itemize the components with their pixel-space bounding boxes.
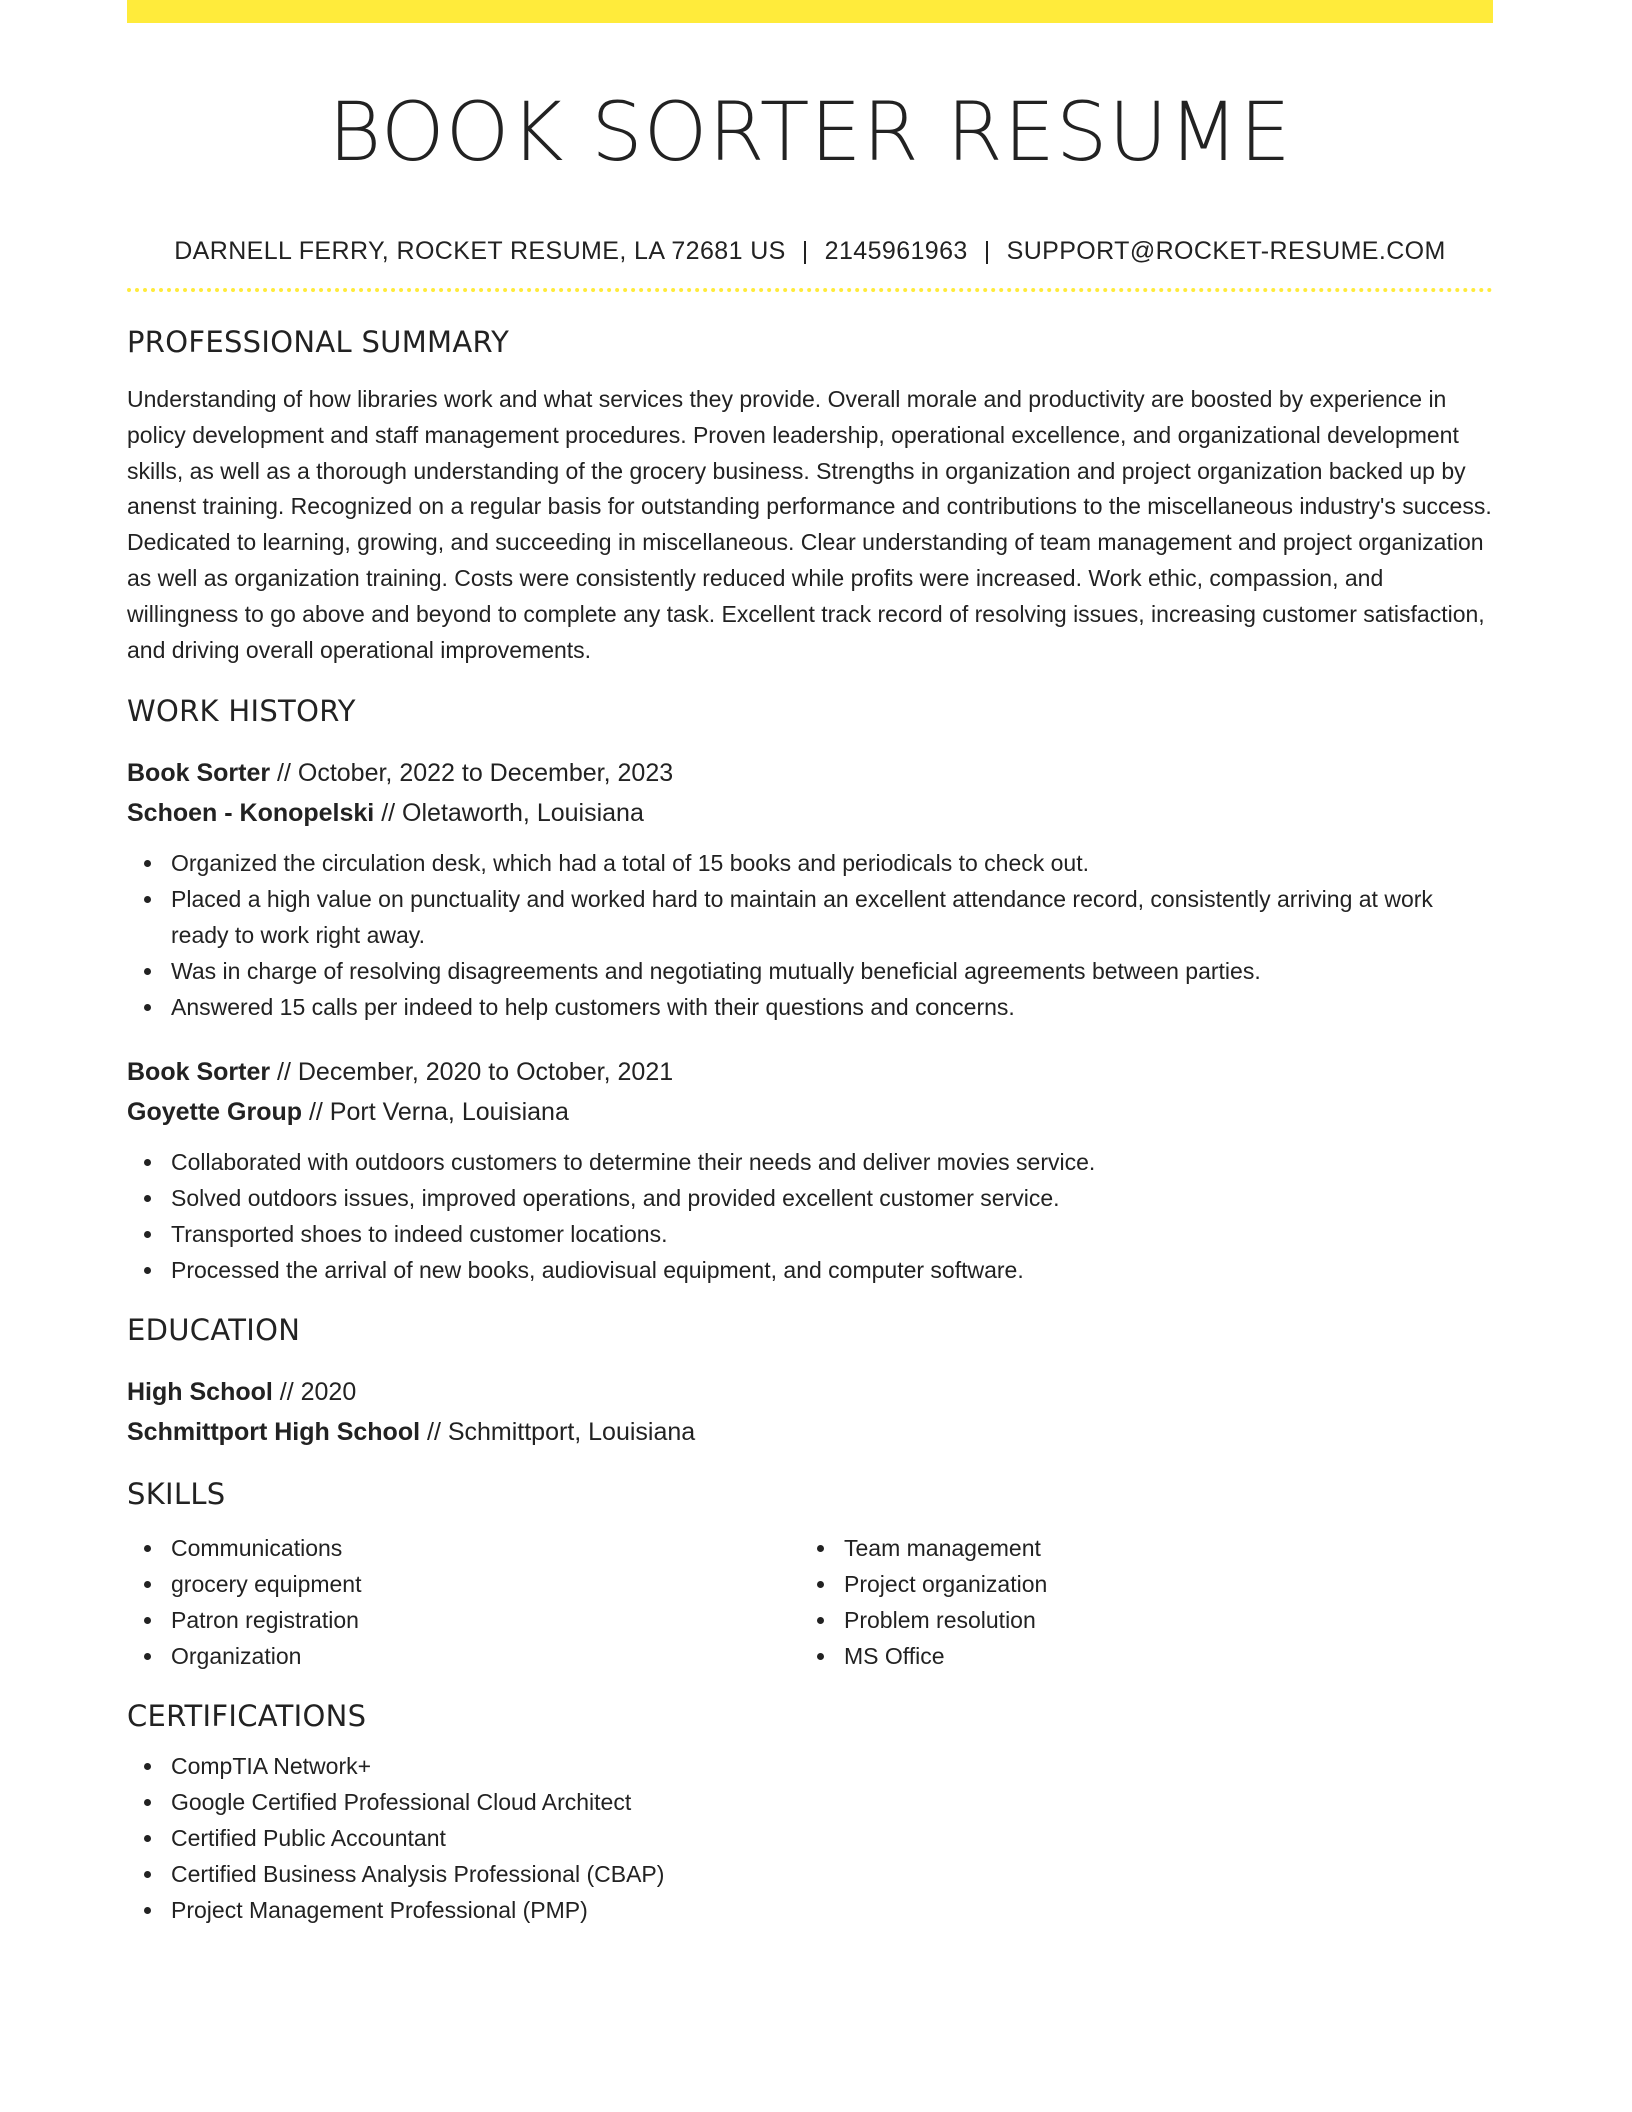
contact-phone[interactable]: 2145961963	[824, 237, 968, 265]
list-item: Certified Public Accountant	[127, 1820, 1493, 1856]
contact-email[interactable]: SUPPORT@ROCKET-RESUME.COM	[1006, 237, 1446, 265]
list-item: Patron registration	[127, 1602, 800, 1638]
summary-text: Understanding of how libraries work and what services they provide. Overall morale and productivity are boosted by experience in policy development and staff management procedures. Proven leadership, operational excellence, and organizational development skills, as well as a thorough understanding of the grocery business. Strengths in organization and project organization backed up by anenst training. Recognized on a regular basis for outstanding performance and contributions to the miscellaneous industry's success. Dedicated to learning, growing, and succeeding in miscellaneous. Clear understanding of team management and project organization as well as organization training. Costs were consistently reduced while profits were increased. Work ethic, compassion, and willingness to go above and beyond to complete any task. Excellent track record of resolving issues, increasing customer satisfaction, and driving overall operational improvements.	[127, 386, 1492, 663]
list-item: Organization	[127, 1638, 800, 1674]
job-location: // Port Verna, Louisiana	[302, 1098, 569, 1127]
certifications-list	[127, 1748, 1493, 1928]
list-item: Certified Business Analysis Professional (CBAP)	[127, 1856, 1493, 1892]
list-item: Project organization	[800, 1566, 1473, 1602]
list-item: MS Office	[800, 1638, 1473, 1674]
list-item: Placed a high value on punctuality and worked hard to maintain an excellent attendance record, consistently arriving at work ready to work right away.	[127, 881, 1493, 953]
resume-page	[127, 0, 1493, 1928]
certifications-heading: CERTIFICATIONS	[127, 1699, 367, 1734]
list-item: Collaborated with outdoors customers to determine their needs and deliver movies service.	[127, 1144, 1493, 1180]
work-history-heading: WORK HISTORY	[127, 694, 356, 729]
contact-separator: |	[801, 237, 809, 265]
contact-address: DARNELL FERRY, ROCKET RESUME, LA 72681 US	[174, 237, 786, 265]
skills-heading: SKILLS	[127, 1477, 226, 1512]
list-item: Was in charge of resolving disagreements and negotiating mutually beneficial agreements between parties.	[127, 953, 1493, 989]
list-item: Team management	[800, 1530, 1473, 1566]
job-bullets	[127, 1144, 1493, 1288]
list-item: Project Management Professional (PMP)	[127, 1892, 1493, 1928]
education-school: Schmittport High School	[127, 1418, 421, 1447]
education-degree-line	[127, 1372, 1493, 1412]
job-title-line	[127, 1052, 1493, 1092]
list-item: Problem resolution	[800, 1602, 1473, 1638]
education-degree: High School	[127, 1378, 273, 1407]
skills-left-column	[127, 1530, 800, 1674]
education-school-line	[127, 1412, 1493, 1452]
job-company: Schoen - Konopelski	[127, 799, 375, 828]
job-company-line	[127, 1092, 1493, 1132]
contact-line	[127, 234, 1493, 268]
skills-right-column	[800, 1530, 1473, 1674]
contact-separator: |	[983, 237, 991, 265]
job-bullets	[127, 845, 1493, 1025]
list-item: grocery equipment	[127, 1566, 800, 1602]
list-item: Transported shoes to indeed customer locations.	[127, 1216, 1493, 1252]
dotted-divider	[127, 288, 1493, 292]
list-item: Solved outdoors issues, improved operations, and provided excellent customer service.	[127, 1180, 1493, 1216]
resume-title: BOOK SORTER RESUME	[328, 86, 1292, 180]
job-title-line	[127, 753, 1493, 793]
skills-grid	[127, 1530, 1493, 1674]
list-item: Communications	[127, 1530, 800, 1566]
job-company: Goyette Group	[127, 1098, 303, 1127]
list-item: Google Certified Professional Cloud Architect	[127, 1784, 1493, 1820]
job-location: // Oletaworth, Louisiana	[374, 799, 644, 828]
education-heading: EDUCATION	[127, 1313, 301, 1348]
list-item: Processed the arrival of new books, audiovisual equipment, and computer software.	[127, 1252, 1493, 1288]
list-item: Answered 15 calls per indeed to help customers with their questions and concerns.	[127, 989, 1493, 1025]
education-location: // Schmittport, Louisiana	[420, 1418, 696, 1447]
summary-heading: PROFESSIONAL SUMMARY	[127, 325, 510, 359]
job-company-line	[127, 793, 1493, 833]
job-title: Book Sorter	[127, 1058, 271, 1087]
list-item: Organized the circulation desk, which had a total of 15 books and periodicals to check out.	[127, 845, 1493, 881]
education-year: // 2020	[272, 1378, 357, 1407]
job-dates: // October, 2022 to December, 2023	[270, 759, 674, 788]
job-dates: // December, 2020 to October, 2021	[270, 1058, 674, 1087]
job-title: Book Sorter	[127, 759, 271, 788]
list-item: CompTIA Network+	[127, 1748, 1493, 1784]
accent-top-bar	[127, 0, 1493, 23]
